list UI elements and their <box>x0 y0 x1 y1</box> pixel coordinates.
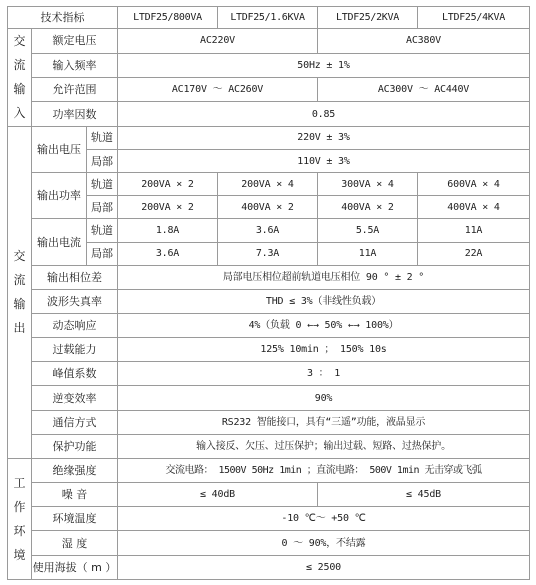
value-cell: 125% 10min ； 150% 10s <box>118 338 530 362</box>
table-row <box>8 219 530 242</box>
sub-label: 局部 <box>87 196 118 219</box>
group-label-ac-input: 交 流 输 入 <box>8 29 32 127</box>
value-cell: 输入接反、欠压、过压保护；输出过载、短路、过热保护。 <box>118 434 530 458</box>
table-row <box>8 173 530 196</box>
row-label: 输入频率 <box>32 53 118 77</box>
table-row <box>8 483 530 507</box>
value-cell: 0.85 <box>118 102 530 126</box>
value-cell: 110V ± 3% <box>118 149 530 172</box>
sub-label: 轨道 <box>87 173 118 196</box>
table-row <box>8 196 530 219</box>
row-label: 波形失真率 <box>32 289 118 313</box>
table-row <box>8 314 530 338</box>
row-label: 环境温度 <box>32 507 118 531</box>
table-row <box>8 242 530 265</box>
table-row <box>8 29 530 53</box>
table-row <box>8 555 530 579</box>
row-label: 输出电流 <box>32 219 87 265</box>
row-label: 通信方式 <box>32 410 118 434</box>
value-cell: 600VA × 4 <box>418 173 530 196</box>
value-cell: 0 ～ 90%，不结露 <box>118 531 530 555</box>
value-cell: AC380V <box>318 29 530 53</box>
value-cell: 200VA × 2 <box>118 196 218 219</box>
table-row <box>8 410 530 434</box>
value-cell: 400VA × 2 <box>218 196 318 219</box>
sub-label: 局部 <box>87 149 118 172</box>
group-label-environment: 工 作 环 境 <box>8 458 32 579</box>
table-row <box>8 362 530 386</box>
value-cell: 50Hz ± 1% <box>118 53 530 77</box>
value-cell: RS232 智能接口，具有“三遥”功能，液晶显示 <box>118 410 530 434</box>
table-row <box>8 102 530 126</box>
value-cell: 局部电压相位超前轨道电压相位 90 ° ± 2 ° <box>118 265 530 289</box>
table-row <box>8 338 530 362</box>
table-row <box>8 265 530 289</box>
row-label: 逆变效率 <box>32 386 118 410</box>
value-cell: ≤ 2500 <box>118 555 530 579</box>
value-cell: 400VA × 2 <box>318 196 418 219</box>
row-label: 动态响应 <box>32 314 118 338</box>
row-label: 使用海拔（ m ） <box>32 555 118 579</box>
row-label: 输出功率 <box>32 173 87 219</box>
sub-label: 轨道 <box>87 126 118 149</box>
row-label: 噪 音 <box>32 483 118 507</box>
model-header: LTDF25/1.6KVA <box>218 7 318 29</box>
value-cell: AC220V <box>118 29 318 53</box>
value-cell: 3.6A <box>118 242 218 265</box>
value-cell: ≤ 45dB <box>318 483 530 507</box>
value-cell: 220V ± 3% <box>118 126 530 149</box>
value-cell: 7.3A <box>218 242 318 265</box>
value-cell: 200VA × 4 <box>218 173 318 196</box>
row-label: 绝缘强度 <box>32 458 118 482</box>
spec-table <box>7 6 530 580</box>
value-cell: 22A <box>418 242 530 265</box>
value-cell: 90% <box>118 386 530 410</box>
row-label: 功率因数 <box>32 102 118 126</box>
model-header: LTDF25/800VA <box>118 7 218 29</box>
value-cell: 交流电路： 1500V 50Hz 1min ；直流电路： 500V 1min 无击穿或飞弧 <box>118 458 530 482</box>
row-label: 过载能力 <box>32 338 118 362</box>
table-row <box>8 507 530 531</box>
table-row <box>8 126 530 149</box>
sub-label: 轨道 <box>87 219 118 242</box>
value-cell: 11A <box>318 242 418 265</box>
sub-label: 局部 <box>87 242 118 265</box>
table-row <box>8 458 530 482</box>
value-cell: 11A <box>418 219 530 242</box>
value-cell: ≤ 40dB <box>118 483 318 507</box>
row-label: 输出电压 <box>32 126 87 172</box>
table-row <box>8 386 530 410</box>
table-row <box>8 434 530 458</box>
model-header: LTDF25/4KVA <box>418 7 530 29</box>
row-label: 湿 度 <box>32 531 118 555</box>
row-label: 输出相位差 <box>32 265 118 289</box>
table-row <box>8 53 530 77</box>
value-cell: 1.8A <box>118 219 218 242</box>
model-header: LTDF25/2KVA <box>318 7 418 29</box>
table-row <box>8 531 530 555</box>
value-cell: AC170V ～ AC260V <box>118 77 318 101</box>
header-row <box>8 7 530 29</box>
value-cell: 200VA × 2 <box>118 173 218 196</box>
row-label: 允许范围 <box>32 77 118 101</box>
value-cell: 300VA × 4 <box>318 173 418 196</box>
group-label-ac-output: 交 流 输 出 <box>8 126 32 458</box>
row-label: 额定电压 <box>32 29 118 53</box>
value-cell: 4%（负载 0 ←→ 50% ←→ 100%） <box>118 314 530 338</box>
table-row <box>8 77 530 101</box>
value-cell: 400VA × 4 <box>418 196 530 219</box>
table-row <box>8 149 530 172</box>
value-cell: 3.6A <box>218 219 318 242</box>
value-cell: 3 ： 1 <box>118 362 530 386</box>
value-cell: 5.5A <box>318 219 418 242</box>
value-cell: THD ≤ 3%（非线性负载） <box>118 289 530 313</box>
spec-header: 技术指标 <box>8 7 118 29</box>
table-row <box>8 289 530 313</box>
value-cell: -10 ℃～ +50 ℃ <box>118 507 530 531</box>
row-label: 保护功能 <box>32 434 118 458</box>
value-cell: AC300V ～ AC440V <box>318 77 530 101</box>
row-label: 峰值系数 <box>32 362 118 386</box>
